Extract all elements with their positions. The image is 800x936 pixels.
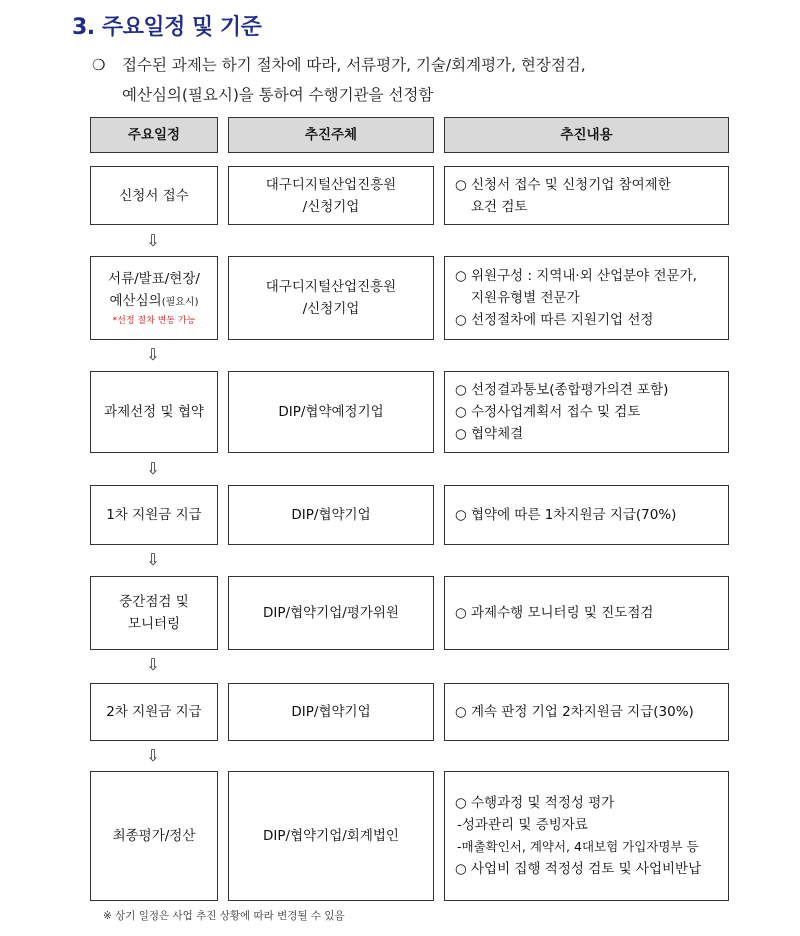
bullet: ○ bbox=[455, 312, 467, 328]
row4-schedule bbox=[90, 485, 218, 545]
row6-schedule bbox=[90, 683, 218, 741]
header-schedule-label: 주요일정 bbox=[127, 127, 181, 143]
row7-content-d1: -성과관리 및 증빙자료 bbox=[457, 817, 588, 833]
flow-arrow-icon: ⇩ bbox=[146, 345, 160, 364]
row1-content-1b: 요건 검토 bbox=[471, 198, 528, 215]
flow-arrow-icon: ⇩ bbox=[146, 550, 160, 569]
row2-content-1: 위원구성 : 지역내·외 산업분야 전문가, bbox=[471, 268, 697, 284]
intro-paragraph bbox=[92, 50, 752, 110]
bullet: ○ bbox=[455, 176, 467, 193]
row3-content-1: 선정결과통보(종합평가의견 포함) bbox=[471, 382, 669, 398]
row7-schedule-text: 최종평가/정산 bbox=[112, 828, 196, 844]
row6-schedule-text: 2차 지원금 지급 bbox=[106, 704, 202, 720]
header-content-label: 추진내용 bbox=[560, 127, 613, 143]
header-agent-label: 추진주체 bbox=[304, 127, 358, 143]
intro-line-1: 접수된 과제는 하기 절차에 따라, 서류평가, 기술/회계평가, 현장점검, bbox=[122, 56, 586, 74]
bullet: ○ bbox=[455, 605, 467, 621]
bullet: ○ bbox=[455, 382, 467, 398]
flow-arrow-icon: ⇩ bbox=[146, 231, 160, 250]
row6-agent bbox=[228, 683, 434, 741]
row2-schedule-l2: 예산심의 bbox=[109, 293, 162, 309]
row2-content bbox=[444, 256, 729, 340]
footnote: ※ 상기 일정은 사업 추진 상황에 따라 변경될 수 있음 bbox=[103, 910, 345, 922]
row6-agent-text: DIP/협약기업 bbox=[291, 704, 371, 720]
row1-agent-l2: /신청기업 bbox=[302, 198, 360, 215]
row1-content bbox=[444, 166, 729, 225]
row2-schedule-small: (필요시) bbox=[161, 297, 199, 308]
row2-schedule-note: *선정 절차 변동 가능 bbox=[112, 316, 196, 326]
row7-agent bbox=[228, 771, 434, 901]
header-content bbox=[444, 117, 729, 153]
bullet: ○ bbox=[455, 795, 467, 811]
section-title: 3. 주요일정 및 기준 bbox=[72, 15, 262, 40]
row3-agent bbox=[228, 371, 434, 453]
bullet: ○ bbox=[455, 861, 467, 877]
row1-agent bbox=[228, 166, 434, 225]
intro-bullet: ❍ bbox=[92, 56, 106, 74]
row2-content-1b: 지원유형별 전문가 bbox=[471, 290, 580, 306]
row5-schedule-l1: 중간점검 및 bbox=[119, 594, 189, 610]
bullet: ○ bbox=[455, 404, 467, 420]
row1-agent-l1: 대구디지털산업진흥원 bbox=[265, 176, 397, 193]
row5-schedule-l2: 모니터링 bbox=[127, 616, 181, 632]
row3-content bbox=[444, 371, 729, 453]
row5-content bbox=[444, 576, 729, 650]
row7-content-1: 수행과정 및 적정성 평가 bbox=[471, 795, 615, 811]
row4-agent-text: DIP/협약기업 bbox=[291, 507, 371, 523]
bullet: ○ bbox=[455, 426, 467, 442]
row2-schedule-l1: 서류/발표/현장/ bbox=[108, 271, 200, 287]
bullet: ○ bbox=[455, 704, 467, 720]
row7-content bbox=[444, 771, 729, 901]
row4-content-1: 협약에 따른 1차지원금 지급(70%) bbox=[471, 507, 677, 523]
row5-agent bbox=[228, 576, 434, 650]
row2-schedule bbox=[90, 256, 218, 340]
row1-schedule bbox=[90, 166, 218, 225]
row3-content-2: 수정사업계획서 접수 및 검토 bbox=[471, 404, 641, 420]
flow-arrow-icon: ⇩ bbox=[146, 655, 160, 674]
flow-arrow-icon: ⇩ bbox=[146, 459, 160, 478]
row4-agent bbox=[228, 485, 434, 545]
row6-content-1: 계속 판정 기업 2차지원금 지급(30%) bbox=[471, 704, 694, 720]
row2-agent-l1: 대구디지털산업진흥원 bbox=[265, 279, 397, 295]
row3-agent-text: DIP/협약예정기업 bbox=[278, 404, 384, 420]
row4-content bbox=[444, 485, 729, 545]
row2-content-2: 선정절차에 따른 지원기업 선정 bbox=[471, 312, 654, 328]
row2-agent-l2: /신청기업 bbox=[302, 301, 360, 317]
bullet: ○ bbox=[455, 268, 467, 284]
row6-content bbox=[444, 683, 729, 741]
row7-content-d2: -매출확인서, 계약서, 4대보험 가입자명부 등 bbox=[457, 839, 699, 854]
bullet: ○ bbox=[455, 507, 467, 523]
header-agent bbox=[228, 117, 434, 153]
row5-schedule bbox=[90, 576, 218, 650]
row3-content-3: 협약체결 bbox=[471, 426, 524, 442]
row4-schedule-text: 1차 지원금 지급 bbox=[106, 507, 202, 523]
row7-agent-text: DIP/협약기업/회계법인 bbox=[263, 828, 399, 844]
row7-content-2: 사업비 집행 적정성 검토 및 사업비반납 bbox=[471, 861, 702, 877]
row5-agent-text: DIP/협약기업/평가위원 bbox=[263, 605, 399, 621]
row3-schedule bbox=[90, 371, 218, 453]
row1-schedule-text: 신청서 접수 bbox=[119, 187, 189, 204]
intro-line-2: 예산심의(필요시)을 통하여 수행기관을 선정함 bbox=[122, 86, 434, 104]
row3-schedule-text: 과제선정 및 협약 bbox=[104, 404, 204, 420]
row2-agent bbox=[228, 256, 434, 340]
header-schedule bbox=[90, 117, 218, 153]
flow-arrow-icon: ⇩ bbox=[146, 746, 160, 765]
row5-content-1: 과제수행 모니터링 및 진도점검 bbox=[471, 605, 654, 621]
row1-content-1: 신청서 접수 및 신청기업 참여제한 bbox=[471, 176, 671, 193]
row7-schedule bbox=[90, 771, 218, 901]
